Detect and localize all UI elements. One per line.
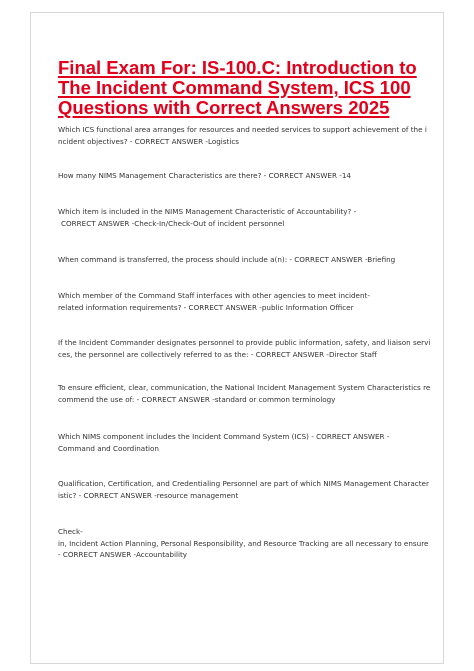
qa-item <box>58 170 434 182</box>
qa-line: in, Incident Action Planning, Personal Responsibility, and Resource Tracking are all necessary to ensure <box>58 538 429 548</box>
qa-line: commend the use of: - CORRECT ANSWER -standard or common terminology <box>58 394 336 404</box>
qa-line: Which NIMS component includes the Incident Command System (ICS) - CORRECT ANSWER - <box>58 432 390 441</box>
qa-item <box>58 206 434 229</box>
qa-line: To ensure efficient, clear, communication, the National Incident Management System Characteristics re <box>58 383 431 392</box>
qa-item <box>58 478 434 501</box>
qa-line: If the Incident Commander designates personnel to provide public information, safety, and liaison servi <box>58 338 431 347</box>
qa-line: istic? - CORRECT ANSWER -resource management <box>58 490 239 500</box>
qa-line: Check- <box>58 527 83 536</box>
document-title <box>58 58 438 118</box>
qa-item <box>58 290 434 313</box>
qa-line: Which item is included in the NIMS Management Characteristic of Accountability? - <box>58 207 357 216</box>
title-line: Final Exam For: IS-100.C: Introduction to <box>58 57 417 78</box>
qa-line: ces, the personnel are collectively referred to as the: - CORRECT ANSWER -Director Staff <box>58 349 377 359</box>
title-line: The Incident Command System, ICS 100 <box>58 77 411 98</box>
qa-line: ncident objectives? - CORRECT ANSWER -Logistics <box>58 136 240 146</box>
qa-item <box>58 382 434 405</box>
qa-item <box>58 124 434 147</box>
qa-line: Which ICS functional area arranges for resources and needed services to support achievement of the i <box>58 125 427 134</box>
qa-line: Qualification, Certification, and Credentialing Personnel are part of which NIMS Management Character <box>58 479 429 488</box>
qa-line: How many NIMS Management Characteristics are there? - CORRECT ANSWER -14 <box>58 171 351 180</box>
qa-line: - CORRECT ANSWER -Accountability <box>58 550 188 559</box>
qa-item <box>58 431 434 454</box>
qa-item <box>58 254 434 266</box>
qa-line: Command and Coordination <box>58 443 159 453</box>
qa-line: When command is transferred, the process should include a(n): - CORRECT ANSWER -Briefing <box>58 255 396 264</box>
qa-item <box>58 337 434 360</box>
title-line: Questions with Correct Answers 2025 <box>58 97 390 118</box>
qa-item <box>58 526 434 561</box>
qa-line: Which member of the Command Staff interfaces with other agencies to meet incident- <box>58 291 370 300</box>
qa-line: related information requirements? - CORRECT ANSWER -public Information Officer <box>58 302 354 312</box>
qa-line: CORRECT ANSWER -Check-In/Check-Out of incident personnel <box>61 218 285 228</box>
